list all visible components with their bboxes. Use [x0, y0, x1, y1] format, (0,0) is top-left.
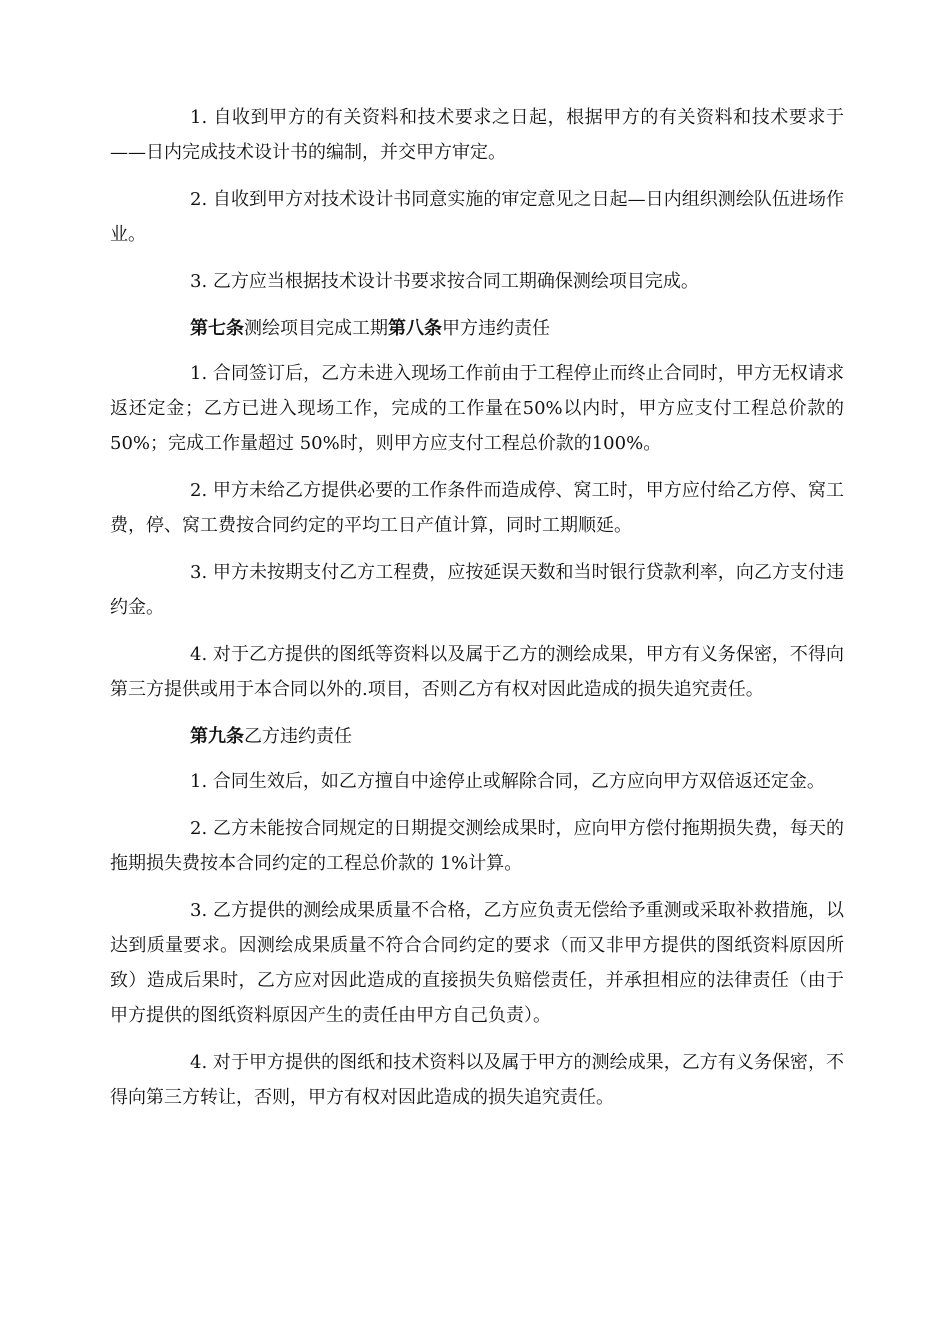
clause-paragraph: 2. 甲方未给乙方提供必要的工作条件而造成停、窝工时，甲方应付给乙方停、窝工费，停、窝工费按合同约定的平均工日产值计算，同时工期顺延。: [110, 480, 844, 536]
article-heading-7-8: [110, 311, 844, 346]
article-8-label: 第八条: [388, 318, 442, 339]
clause-paragraph: 2. 自收到甲方对技术设计书同意实施的审定意见之日起—日内组织测绘队伍进场作业。: [110, 189, 844, 245]
clause-paragraph: 1. 合同签订后，乙方未进入现场工作前由于工程停止而终止合同时，甲方无权请求返还定金；乙方已进入现场工作，完成的工作量在50%以内时，甲方应支付工程总价款的 50%；完成工作量超过 50%时，则甲方应支付工程总价款的100%。: [110, 363, 844, 454]
article-7-title: 测绘项目完成工期: [244, 318, 388, 339]
clause-paragraph: 3. 乙方提供的测绘成果质量不合格，乙方应负责无偿给予重测或采取补救措施，以达到质量要求。因测绘成果质量不符合合同约定的要求（而又非甲方提供的图纸资料原因所致）造成后果时，乙方应对因此造成的直接损失负赔偿责任，并承担相应的法律责任（由于甲方提供的图纸资料原因产生的责任由甲方自己负责）。: [110, 900, 844, 1026]
article-heading-9: [110, 719, 844, 754]
clause-paragraph: 1. 合同生效后，如乙方擅自中途停止或解除合同，乙方应向甲方双倍返还定金。: [190, 771, 825, 792]
article-8-title: 甲方违约责任: [442, 318, 550, 339]
document-body: [110, 100, 844, 1127]
article-9-title: 乙方违约责任: [244, 726, 352, 747]
clause-paragraph: 2. 乙方未能按合同规定的日期提交测绘成果时，应向甲方偿付拖期损失费，每天的拖期损失费按本合同约定的工程总价款的 1%计算。: [110, 818, 844, 874]
clause-paragraph: 1. 自收到甲方的有关资料和技术要求之日起，根据甲方的有关资料和技术要求于——日内完成技术设计书的编制，并交甲方审定。: [110, 107, 844, 163]
clause-paragraph: 4. 对于乙方提供的图纸等资料以及属于乙方的测绘成果，甲方有义务保密，不得向第三方提供或用于本合同以外的.项目，否则乙方有权对因此造成的损失追究责任。: [110, 644, 844, 700]
article-9-label: 第九条: [190, 726, 244, 747]
article-7-label: 第七条: [190, 318, 244, 339]
clause-paragraph: 3. 甲方未按期支付乙方工程费，应按延误天数和当时银行贷款利率，向乙方支付违约金。: [110, 562, 844, 618]
clause-paragraph: 4. 对于甲方提供的图纸和技术资料以及属于甲方的测绘成果，乙方有义务保密，不得向第三方转让，否则，甲方有权对因此造成的损失追究责任。: [110, 1052, 844, 1108]
clause-paragraph: 3. 乙方应当根据技术设计书要求按合同工期确保测绘项目完成。: [190, 271, 699, 292]
